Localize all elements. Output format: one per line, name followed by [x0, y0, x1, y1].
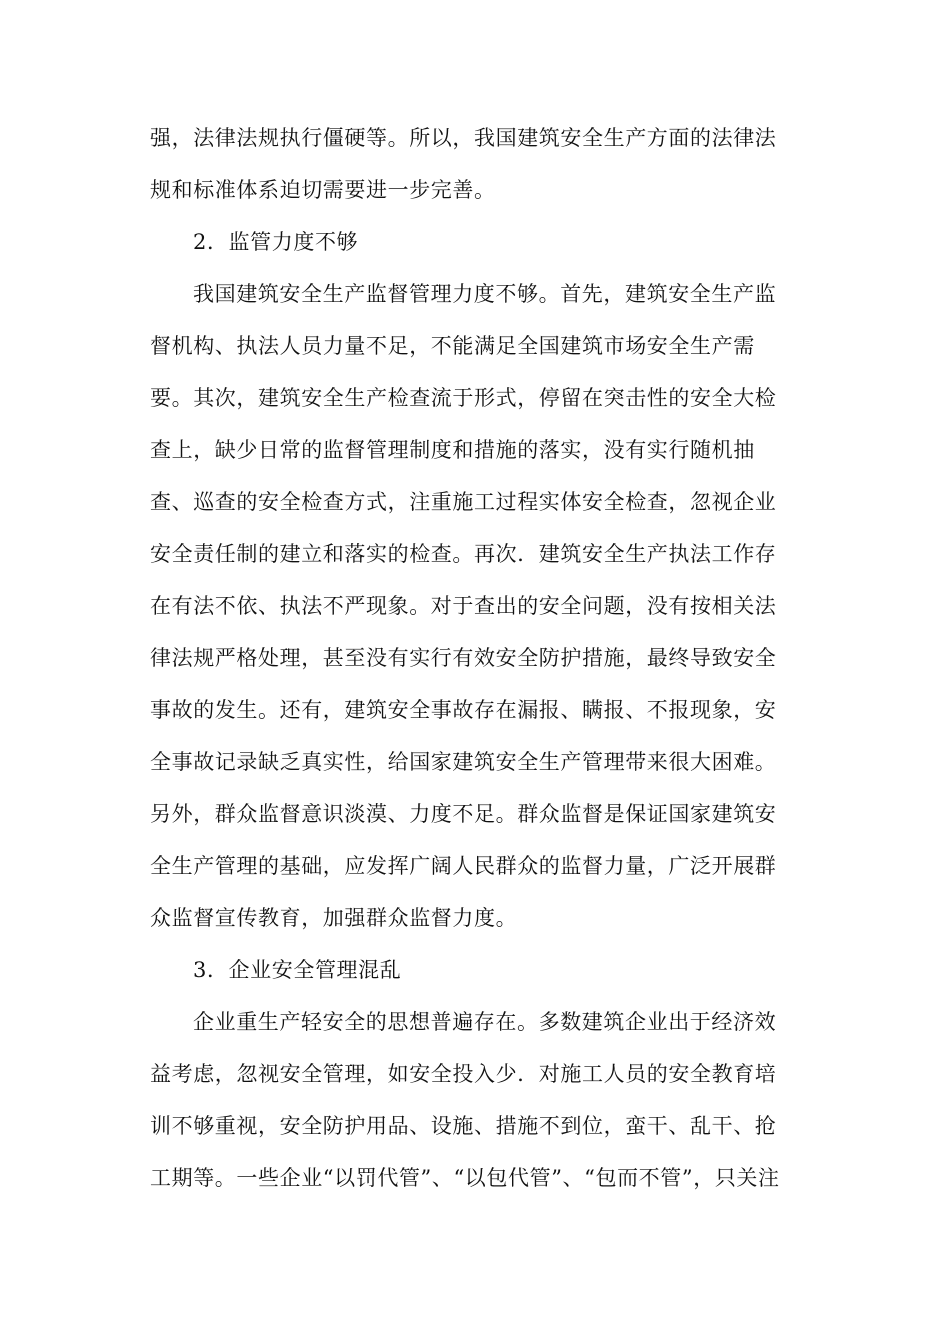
body-text-line: 规和标准体系迫切需要进一步完善。	[150, 178, 496, 202]
body-text-line: 企业重生产轻安全的思想普遍存在。多数建筑企业出于经济效	[193, 1010, 777, 1034]
body-text-line: 益考虑，忽视安全管理，如安全投入少．对施工人员的安全教育培	[150, 1062, 777, 1086]
body-text-line: 另外，群众监督意识淡漠、力度不足。群众监督是保证国家建筑安	[150, 802, 777, 826]
section-heading: 3．企业安全管理混乱	[193, 958, 402, 982]
body-text-line: 查、巡查的安全检查方式，注重施工过程实体安全检查，忽视企业	[150, 490, 777, 514]
body-text-line: 强，法律法规执行僵硬等。所以，我国建筑安全生产方面的法律法	[150, 126, 777, 150]
body-text-line: 全事故记录缺乏真实性，给国家建筑安全生产管理带来很大困难。	[150, 750, 777, 774]
body-text-line: 要。其次，建筑安全生产检查流于形式，停留在突击性的安全大检	[150, 386, 777, 410]
body-text-line: 事故的发生。还有，建筑安全事故存在漏报、瞒报、不报现象，安	[150, 698, 777, 722]
body-text-line: 训不够重视，安全防护用品、设施、措施不到位，蛮干、乱干、抢	[150, 1114, 777, 1138]
body-text-line: 安全责任制的建立和落实的检查。再次．建筑安全生产执法工作存	[150, 542, 777, 566]
body-text-line: 律法规严格处理，甚至没有实行有效安全防护措施，最终导致安全	[150, 646, 777, 670]
body-text-line: 我国建筑安全生产监督管理力度不够。首先，建筑安全生产监	[193, 282, 777, 306]
body-text-line: 众监督宣传教育，加强群众监督力度。	[150, 906, 518, 930]
body-text-line: 督机构、执法人员力量不足，不能满足全国建筑市场安全生产需	[150, 334, 755, 358]
body-text-line: 工期等。一些企业“以罚代管”、“以包代管”、“包而不管”，只关注	[150, 1166, 780, 1190]
body-text-line: 在有法不依、执法不严现象。对于查出的安全问题，没有按相关法	[150, 594, 777, 618]
body-text-line: 全生产管理的基础，应发挥广阔人民群众的监督力量，广泛开展群	[150, 854, 777, 878]
section-heading: 2．监管力度不够	[193, 230, 359, 254]
body-text-line: 查上，缺少日常的监督管理制度和措施的落实，没有实行随机抽	[150, 438, 755, 462]
